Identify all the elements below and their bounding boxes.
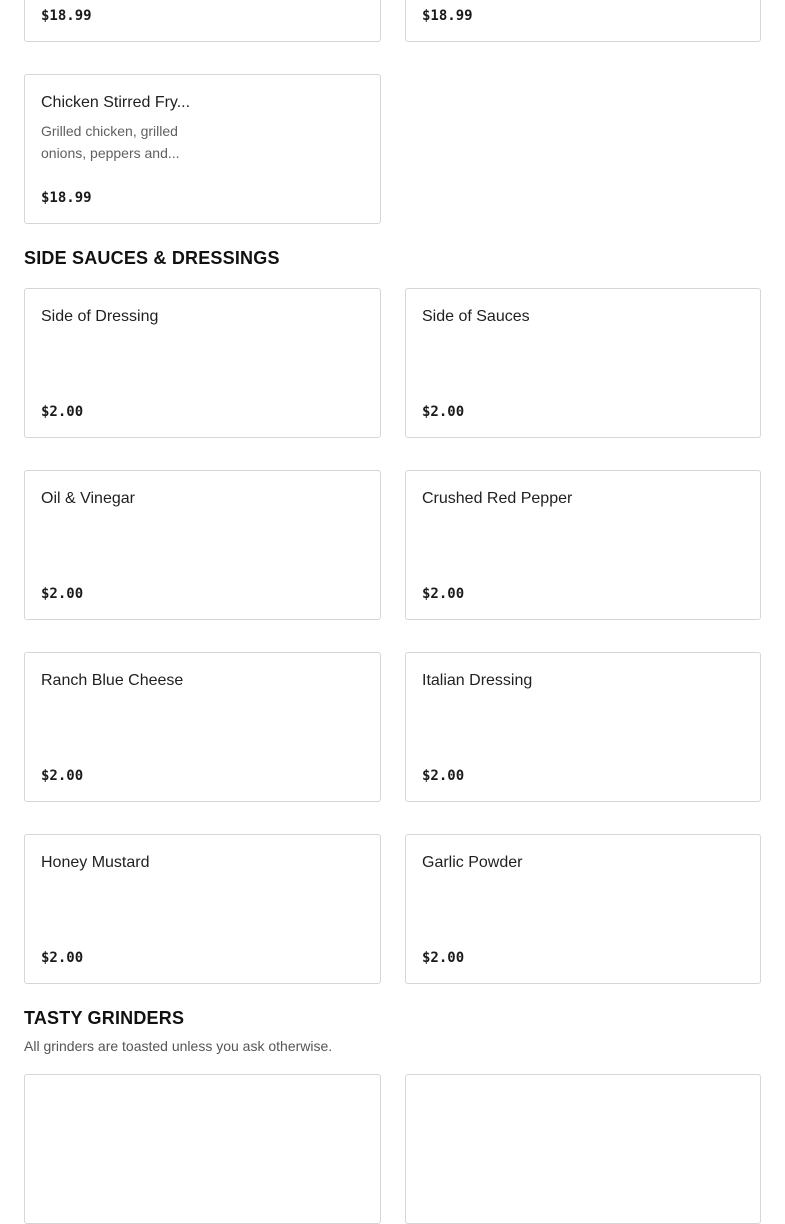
item-title: Ranch Blue Cheese <box>41 672 184 689</box>
item-title: Oil & Vinegar <box>41 490 135 507</box>
item-price: $18.99 <box>41 8 92 24</box>
item-price: $18.99 <box>41 190 92 206</box>
item-description: Grilled chicken, grilled onions, peppers and... <box>41 123 180 161</box>
item-title: Garlic Powder <box>422 854 523 871</box>
item-price: $2.00 <box>422 586 465 602</box>
section-subtitle: All grinders are toasted unless you ask otherwise. <box>24 1038 333 1054</box>
menu-item-card[interactable] <box>405 470 761 620</box>
item-price: $2.00 <box>41 586 84 602</box>
menu-item-card-chicken-stirred-fry[interactable] <box>24 74 381 224</box>
menu-item-card[interactable] <box>24 288 381 438</box>
item-price: $2.00 <box>41 404 84 420</box>
menu-item-card[interactable] <box>405 288 761 438</box>
item-title: Crushed Red Pepper <box>422 490 573 507</box>
item-title: Side of Sauces <box>422 308 530 325</box>
item-price: $2.00 <box>422 404 465 420</box>
item-title: Chicken Stirred Fry... <box>41 94 191 111</box>
item-title: Italian Dressing <box>422 672 533 689</box>
menu-item-card[interactable] <box>405 0 761 42</box>
section-title-side-sauces: SIDE SAUCES & DRESSINGS <box>24 248 280 268</box>
section-title-tasty-grinders: TASTY GRINDERS <box>24 1008 185 1028</box>
item-price: $2.00 <box>422 950 465 966</box>
menu-item-card[interactable] <box>24 834 381 984</box>
menu-item-card[interactable] <box>405 834 761 984</box>
item-price: $2.00 <box>422 768 465 784</box>
menu-item-card[interactable] <box>405 652 761 802</box>
menu-item-card[interactable] <box>24 652 381 802</box>
menu-item-card[interactable] <box>24 470 381 620</box>
item-price: $2.00 <box>41 950 84 966</box>
menu-item-card[interactable] <box>405 1074 761 1224</box>
menu-item-card[interactable] <box>24 0 381 42</box>
item-price: $18.99 <box>422 8 473 24</box>
item-price: $2.00 <box>41 768 84 784</box>
item-title: Side of Dressing <box>41 308 159 325</box>
item-title: Honey Mustard <box>41 854 150 871</box>
menu-item-card[interactable] <box>24 1074 381 1224</box>
